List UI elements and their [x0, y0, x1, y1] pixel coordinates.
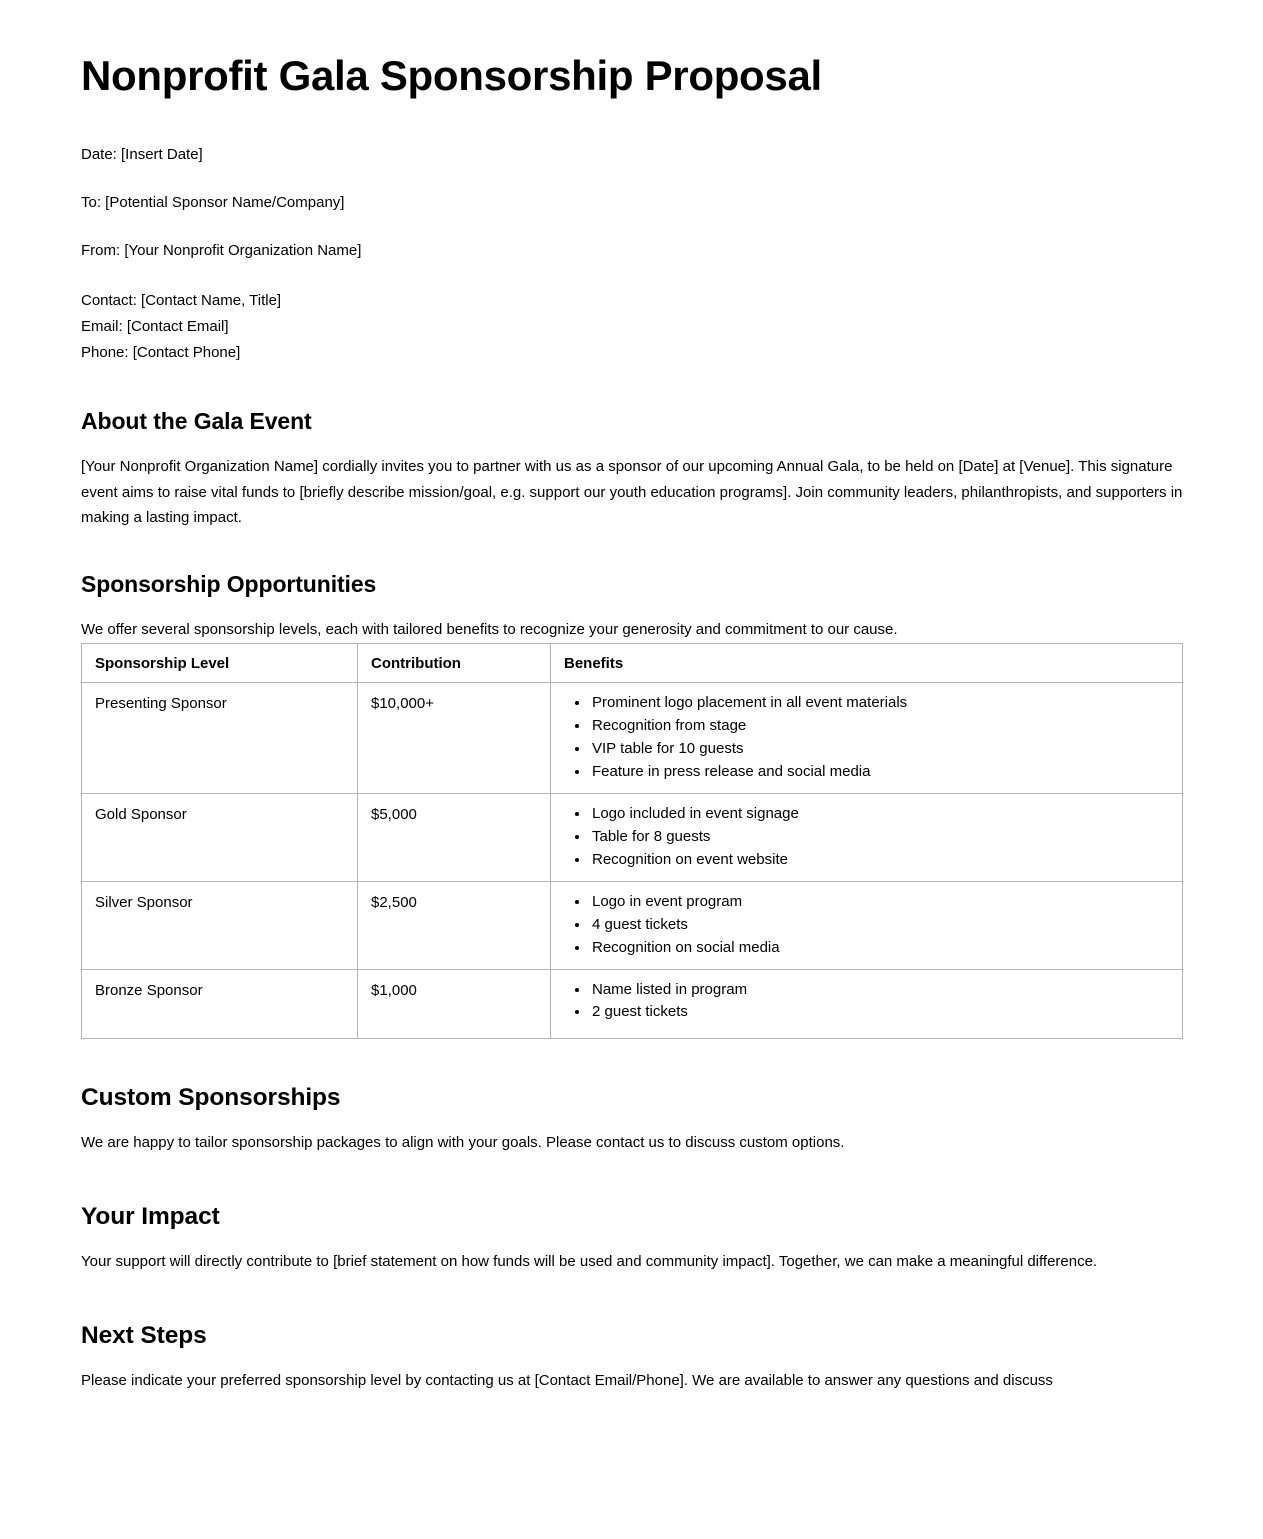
- table-row: [82, 793, 1183, 881]
- section-sponsorship-opportunities: [81, 571, 1185, 1038]
- cell-sponsorship-level: Bronze Sponsor: [82, 969, 358, 1038]
- benefits-list: [564, 692, 1170, 784]
- cell-contribution: $5,000: [358, 793, 551, 881]
- meta-contact: Contact: [Contact Name, Title]: [81, 291, 282, 309]
- section-next-steps: [81, 1321, 1185, 1394]
- next-steps-paragraph: Please indicate your preferred sponsorship level by contacting us at [Contact Email/Phone]. We are available to answer any questions and discuss: [81, 1372, 1053, 1390]
- list-item: • Recognition on social media: [590, 937, 1170, 960]
- meta-to: To: [Potential Sponsor Name/Company]: [81, 194, 345, 212]
- next-steps-heading: Next Steps: [81, 1321, 207, 1349]
- meta-from: From: [Your Nonprofit Organization Name]: [81, 241, 362, 259]
- section-custom-sponsorships: [81, 1083, 1185, 1156]
- cell-contribution: $2,500: [358, 881, 551, 969]
- meta-date: Date: [Insert Date]: [81, 146, 203, 164]
- cell-sponsorship-level: Presenting Sponsor: [82, 683, 358, 794]
- list-item: • Recognition from stage: [590, 715, 1170, 738]
- list-item: • Logo in event program: [590, 891, 1170, 914]
- impact-heading: Your Impact: [81, 1202, 220, 1230]
- benefits-list: [564, 979, 1170, 1025]
- cell-sponsorship-level: Silver Sponsor: [82, 881, 358, 969]
- section-about-gala-event: [81, 408, 1185, 531]
- meta-phone: Phone: [Contact Phone]: [81, 344, 241, 362]
- contact-block: [81, 288, 1185, 367]
- custom-paragraph: We are happy to tailor sponsorship packages to align with your goals. Please contact us to discuss custom options.: [81, 1133, 845, 1151]
- cell-benefits: [551, 969, 1183, 1038]
- opportunities-intro: We offer several sponsorship levels, each with tailored benefits to recognize your generosity and commitment to our cause.: [81, 620, 898, 638]
- table-header-row: [82, 643, 1183, 683]
- list-item: • Feature in press release and social media: [590, 761, 1170, 784]
- list-item: • Table for 8 guests: [590, 826, 1170, 849]
- list-item: • Prominent logo placement in all event materials: [590, 692, 1170, 715]
- cell-contribution: $10,000+: [358, 683, 551, 794]
- table-row: [82, 683, 1183, 794]
- sponsorship-levels-table: [81, 643, 1183, 1039]
- list-item: • Logo included in event signage: [590, 803, 1170, 826]
- table-row: [82, 881, 1183, 969]
- about-paragraph: [Your Nonprofit Organization Name] cordially invites you to partner with us as a sponsor of our upcoming Annual Gala, to be held on [Date] at [Venue]. This signature event aims to raise vital funds to [briefly describe mission/goal, e.g. support our youth education programs]. Join community leaders, philanthropists, and supporters in making a lasting impact.: [81, 457, 1183, 527]
- impact-paragraph: Your support will directly contribute to [brief statement on how funds will be used and community impact]. Together, we can make a meaningful difference.: [81, 1253, 1098, 1271]
- column-header-benefits: Benefits: [551, 643, 1183, 683]
- cell-benefits: [551, 793, 1183, 881]
- cell-benefits: [551, 683, 1183, 794]
- column-header-sponsorship-level: Sponsorship Level: [82, 643, 358, 683]
- opportunities-heading: Sponsorship Opportunities: [81, 571, 377, 598]
- cell-sponsorship-level: Gold Sponsor: [82, 793, 358, 881]
- table-row: [82, 969, 1183, 1038]
- benefits-list: [564, 891, 1170, 960]
- cell-benefits: [551, 881, 1183, 969]
- benefits-list: [564, 803, 1170, 872]
- column-header-contribution: Contribution: [358, 643, 551, 683]
- cell-contribution: $1,000: [358, 969, 551, 1038]
- list-item: • Name listed in program: [590, 979, 1170, 1002]
- meta-email: Email: [Contact Email]: [81, 317, 229, 335]
- list-item: • 2 guest tickets: [590, 1001, 1170, 1024]
- list-item: • Recognition on event website: [590, 849, 1170, 872]
- page-title: Nonprofit Gala Sponsorship Proposal: [81, 52, 822, 99]
- about-heading: About the Gala Event: [81, 408, 312, 435]
- list-item: • VIP table for 10 guests: [590, 738, 1170, 761]
- section-your-impact: [81, 1202, 1185, 1275]
- custom-heading: Custom Sponsorships: [81, 1083, 341, 1111]
- list-item: • 4 guest tickets: [590, 914, 1170, 937]
